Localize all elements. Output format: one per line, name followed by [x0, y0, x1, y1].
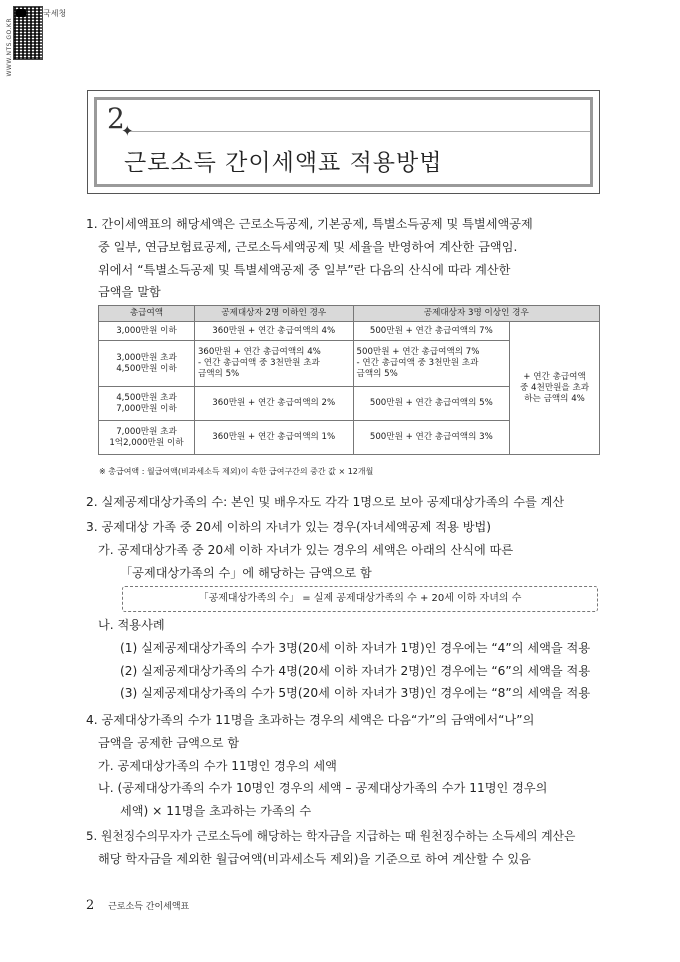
section-number: 2: [107, 102, 125, 135]
merged-note-cell: + 연간 총급여액 중 4천만원을 초과 하는 금액의 4%: [510, 322, 600, 455]
case-1: (1) 실제공제대상가족의 수가 3명(20세 이하 자녀가 1명)인 경우에는 “4”의 세액을 적용: [120, 641, 591, 655]
item3: 3. 공제대상 가족 중 20세 이하의 자녀가 있는 경우(자녀세액공제 적용 방법): [86, 520, 492, 534]
three-cell: 500만원 + 연간 총급여액의 5%: [353, 387, 510, 421]
item1-line3: 위에서 “특별소득공제 및 특별세액공제 중 일부”란 다음의 산식에 따라 계산한: [98, 263, 511, 277]
section-header-frame: [94, 97, 593, 187]
table-footnote: ※ 총급여액 : 월급여액(비과세소득 제외)이 속한 급여구간의 중간 값 × 12개월: [99, 467, 374, 476]
logo-icon: [16, 9, 26, 17]
item5-line2: 해당 학자금을 제외한 월급여액(비과세소득 제외)을 기준으로 하여 계산할 수 있음: [98, 852, 531, 866]
item5-line1: 5. 원천징수의무자가 근로소득에 해당하는 학자금을 지급하는 때 원천징수하는 소득세의 계산은: [86, 829, 576, 843]
sparkle-icon: ✦: [121, 122, 134, 140]
item1-line2: 중 일부, 연금보험료공제, 근로소득세액공제 및 세율을 반영하여 계산한 금액임.: [98, 240, 518, 254]
three-cell: 500만원 + 연간 총급여액의 7%: [353, 322, 510, 341]
three-cell: 500만원 + 연간 총급여액의 3%: [353, 421, 510, 455]
item4-line2: 금액을 공제한 금액으로 함: [98, 736, 240, 750]
two-cell: 360만원 + 연간 총급여액의 4%: [194, 322, 353, 341]
item4b-line1: 나. (공제대상가족의 수가 10명인 경우의 세액 – 공제대상가족의 수가 11명인 경우의: [98, 781, 548, 795]
page-number: 2: [86, 898, 95, 913]
table-header-row: [99, 306, 600, 322]
two-cell: 360만원 + 연간 총급여액의 2%: [194, 387, 353, 421]
section-title: 근로소득 간이세액표 적용방법: [124, 150, 443, 176]
range-cell: 4,500만원 초과 7,000만원 이하: [99, 387, 195, 421]
footer-label: 근로소득 간이세액표: [108, 902, 190, 912]
item3b: 나. 적용사례: [98, 618, 165, 632]
two-cell: 360만원 + 연간 총급여액의 4% - 연간 총급여액 중 3천만원 초과 금액의 5%: [194, 341, 353, 387]
header-rule: [129, 131, 590, 132]
case-2: (2) 실제공제대상가족의 수가 4명(20세 이하 자녀가 2명)인 경우에는 “6”의 세액을 적용: [120, 664, 591, 678]
two-cell: 360만원 + 연간 총급여액의 1%: [194, 421, 353, 455]
item1-line1: 1. 간이세액표의 해당세액은 근로소득공제, 기본공제, 특별소득공제 및 특별세액공제: [86, 217, 533, 231]
header-three-or-more: 공제대상자 3명 이상인 경우: [353, 306, 599, 322]
section-header: [87, 90, 600, 194]
brand-url: WWW.NTS.GO.KR: [6, 18, 13, 77]
formula-box: 「공제대상가족의 수」 = 실제 공제대상가족의 수 + 20세 이하 자녀의 수: [122, 586, 598, 612]
page-footer: [86, 898, 189, 913]
item3a-line2: 「공제대상가족의 수」에 해당하는 금액으로 함: [120, 566, 372, 580]
header-total-pay: 총급여액: [99, 306, 195, 322]
range-cell: 3,000만원 이하: [99, 322, 195, 341]
range-cell: 3,000만원 초과 4,500만원 이하: [99, 341, 195, 387]
case-3: (3) 실제공제대상가족의 수가 5명(20세 이하 자녀가 3명)인 경우에는 “8”의 세액을 적용: [120, 686, 591, 700]
three-cell: 500만원 + 연간 총급여액의 7% - 연간 총급여액 중 3천만원 초과 금액의 5%: [353, 341, 510, 387]
item4-line1: 4. 공제대상가족의 수가 11명을 초과하는 경우의 세액은 다음“가”의 금액에서“나”의: [86, 713, 535, 727]
item4a: 가. 공제대상가족의 수가 11명인 경우의 세액: [98, 759, 337, 773]
item2: 2. 실제공제대상가족의 수: 본인 및 배우자도 각각 1명으로 보아 공제대상가족의 수를 계산: [86, 495, 565, 509]
brand-label: 국세청: [43, 9, 67, 18]
item3a-line1: 가. 공제대상가족 중 20세 이하 자녀가 있는 경우의 세액은 아래의 산식에 따른: [98, 543, 514, 557]
item4b-line2: 세액) × 11명을 초과하는 가족의 수: [120, 804, 312, 818]
item1-line4: 금액을 말함: [98, 285, 161, 299]
header-two-or-less: 공제대상자 2명 이하인 경우: [194, 306, 353, 322]
table-row: [99, 322, 600, 341]
range-cell: 7,000만원 초과 1억2,000만원 이하: [99, 421, 195, 455]
deduction-table: [98, 305, 600, 455]
